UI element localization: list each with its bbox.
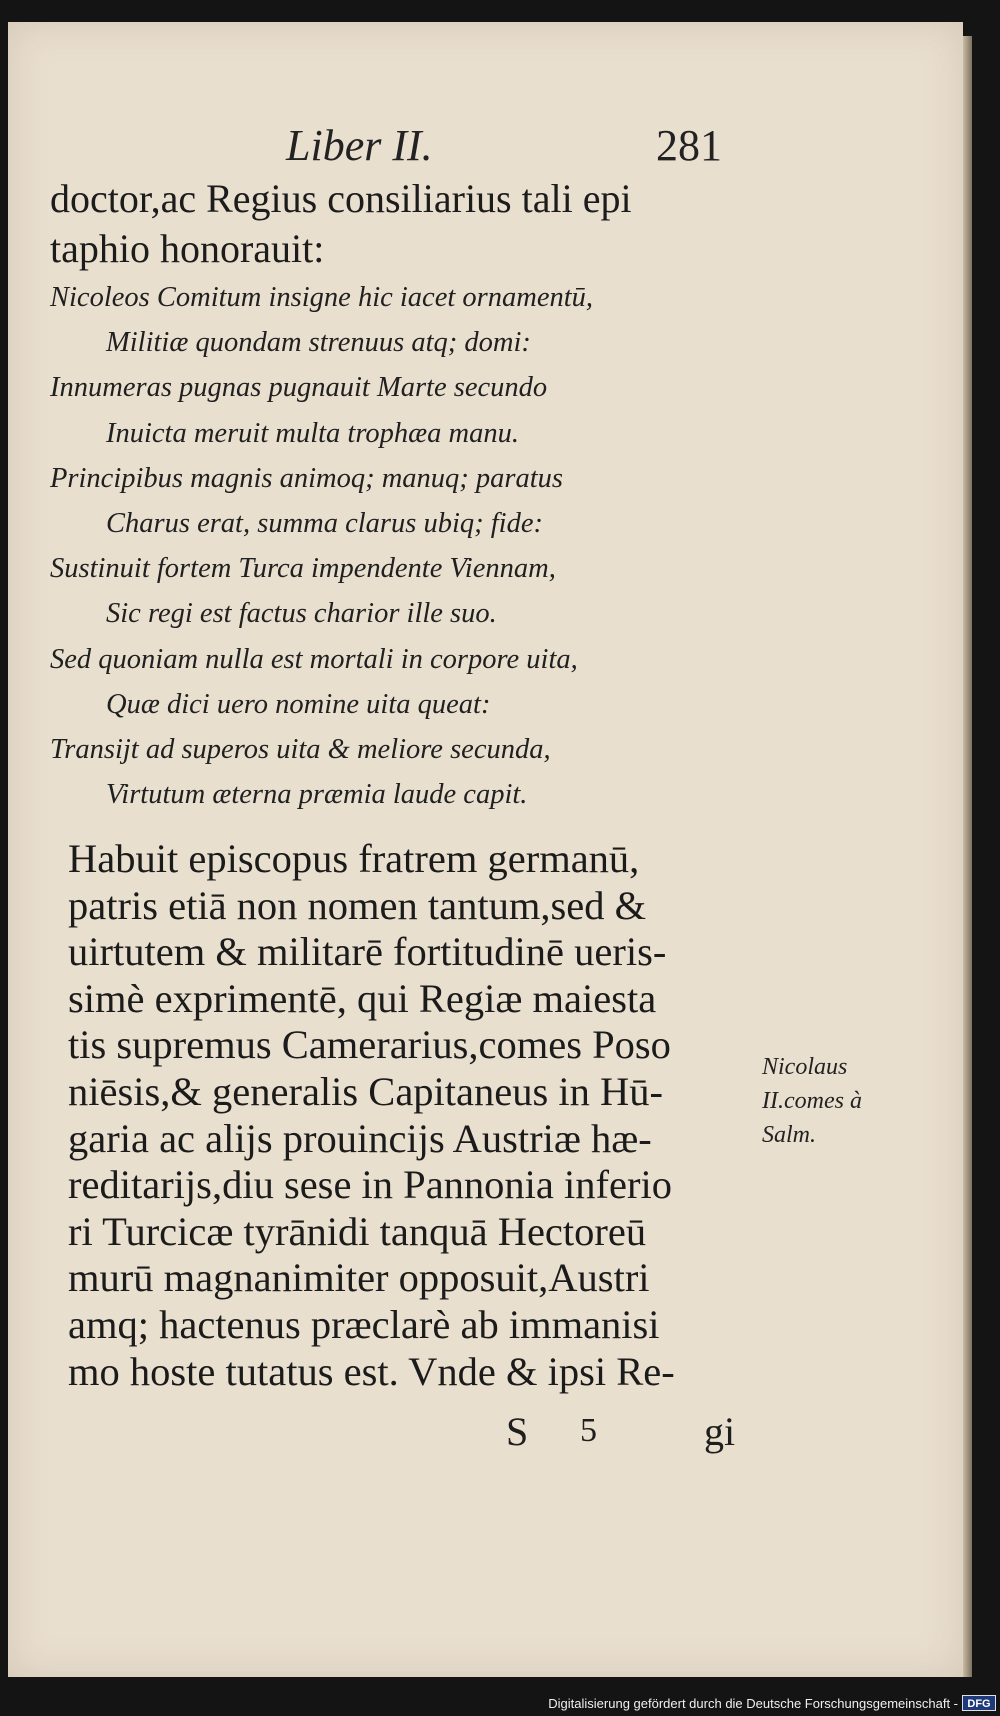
epitaph-verse: Nicoleos Comitum insigne hic iacet ornamentū, — [50, 282, 594, 313]
epitaph-verse: Quæ dici uero nomine uita queat: — [106, 688, 491, 720]
body-line: murū magnanimiter opposuit,Austri — [68, 1255, 650, 1301]
signature-line — [8, 1408, 963, 1458]
body-paragraph — [68, 836, 758, 1395]
body-line: ri Turcicæ tyrānidi tanquā Hectoreū — [68, 1208, 647, 1254]
opening-line: taphio honorauit: — [50, 226, 325, 271]
epitaph-verse: Charus erat, summa clarus ubiq; fide: — [106, 508, 543, 540]
page-edge — [963, 36, 972, 1677]
opening-line: doctor,ac Regius consiliarius tali epi — [50, 176, 632, 221]
page-header — [8, 120, 963, 180]
body-line: simè exprimentē, qui Regiæ maiesta — [68, 975, 657, 1021]
body-line: garia ac alijs prouincijs Austriæ hæ- — [68, 1115, 652, 1161]
epitaph-verse: Virtutum æterna præmia laude capit. — [106, 779, 528, 811]
marginal-note-line: II.comes à — [762, 1088, 862, 1114]
body-line: reditarijs,diu sese in Pannonia inferio — [68, 1162, 672, 1208]
running-head: Liber II. — [286, 121, 433, 170]
signature-mark: S — [506, 1409, 529, 1454]
signature-number: 5 — [580, 1412, 597, 1449]
funding-credit: Digitalisierung gefördert durch die Deutsche Forschungsgemeinschaft - — [548, 1696, 958, 1711]
body-line: amq; hactenus præclarè ab immanisi — [68, 1301, 660, 1347]
epitaph-verse: Innumeras pugnas pugnauit Marte secundo — [50, 372, 548, 404]
body-line: tis supremus Camerarius,comes Poso — [68, 1022, 671, 1068]
opening-text — [50, 174, 750, 274]
body-line: patris etiā non nomen tantum,sed & — [68, 882, 647, 928]
epitaph-verse: Sic regi est factus charior ille suo. — [106, 598, 497, 630]
epitaph-verse: Principibus magnis animoq; manuq; paratus — [50, 462, 563, 494]
epitaph-verse: Transijt ad superos uita & meliore secunda, — [50, 734, 551, 766]
marginal-note-line: Salm. — [762, 1122, 816, 1148]
catchword: gi — [704, 1409, 736, 1454]
body-line: mo hoste tutatus est. Vnde & ipsi Re- — [68, 1348, 675, 1394]
epitaph-poem — [50, 275, 770, 817]
epitaph-verse: Sed quoniam nulla est mortali in corpore uita, — [50, 643, 578, 675]
body-line: Habuit episcopus fratrem germanū, — [68, 836, 640, 881]
epitaph-verse: Militiæ quondam strenuus atq; domi: — [106, 327, 531, 359]
dfg-logo: DFG — [962, 1695, 996, 1711]
book-page — [8, 22, 963, 1677]
epitaph-verse: Inuicta meruit multa trophæa manu. — [106, 417, 519, 449]
page-number: 281 — [656, 121, 722, 170]
marginal-note — [762, 1050, 962, 1152]
marginal-note-line: Nicolaus — [762, 1054, 848, 1080]
body-line: niēsis,& generalis Capitaneus in Hū- — [68, 1068, 664, 1114]
epitaph-verse: Sustinuit fortem Turca impendente Viennam, — [50, 553, 556, 585]
footer-bar — [0, 1692, 1000, 1716]
body-line: uirtutem & militarē fortitudinē ueris- — [68, 929, 667, 975]
